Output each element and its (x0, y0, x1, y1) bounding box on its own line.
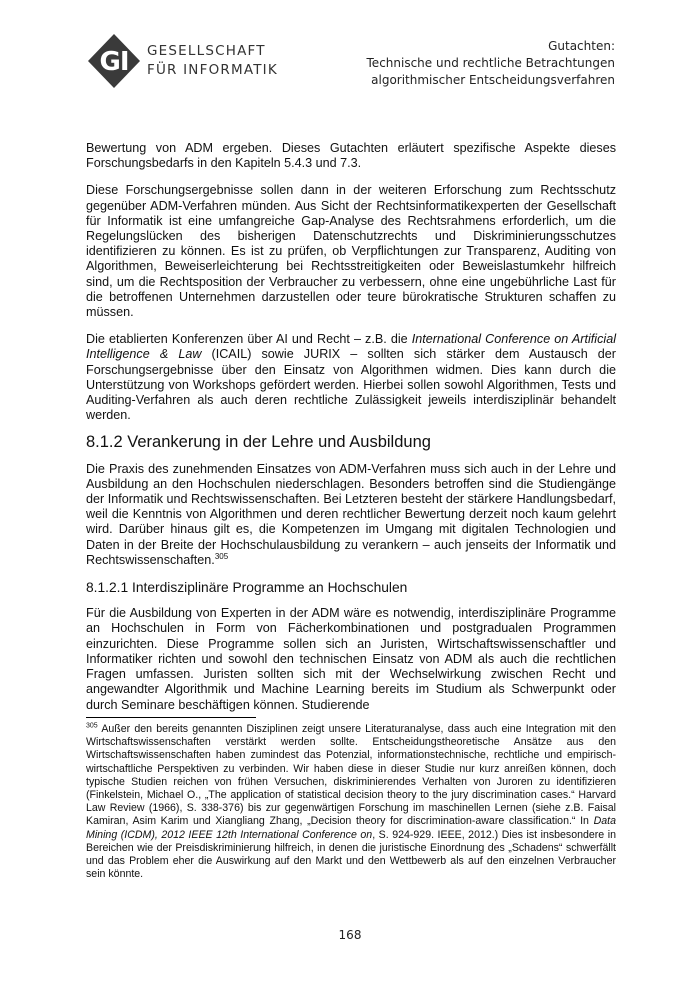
subsection-heading-8-1-2-1: 8.1.2.1 Interdisziplinäre Programme an Hochschulen (86, 580, 408, 596)
footnote-reference-305[interactable]: 305 (214, 551, 229, 561)
paragraph-3-italic: International Conference on Artificial Intelligence & Law (86, 332, 616, 362)
footnote-italic: Data Mining (ICDM), 2012 IEEE 12th International Conference on (86, 815, 616, 841)
footnote-divider (86, 717, 256, 718)
gi-logo-icon (85, 32, 143, 90)
document-info-line-3: algorithmischer Entscheidungsverfahren (371, 73, 615, 87)
gi-logo-text (147, 42, 278, 80)
paragraph-4-text: Die Praxis des zunehmenden Einsatzes von ADM-Verfahren muss sich auch in der Lehre und Ausbildung an den Hochschulen niederschlagen. Besonders betroffen sind die Studiengänge der Informatik und Rechtswissenschaften. Bei Letzteren besteht der stärkere Handlungsbedarf, weil die Kenntnis von Algorithmen und deren rechtlicher Bewertung derzeit noch kaum gelehrt wird. Darüber hinaus gilt es, die Kompetenzen im Umgang mit digitalen Technologien und Daten in der Breite der Hochschulausbildung zu verankern – auch jenseits der Informatik und Rechtswissenschaften. (86, 461, 616, 567)
paragraph-1: Bewertung von ADM ergeben. Dieses Gutachten erläutert spezifische Aspekte dieses Forschungsbedarfs in den Kapiteln 5.4.3 und 7.3. (86, 141, 616, 171)
body-text (86, 141, 616, 725)
paragraph-3-end: (ICAIL) sowie JURIX – sollten sich stärker dem Austausch der Forschungsergebnisse über den Einsatz von Algorithmen widmen. Dies kann durch die Unterstützung von Workshops gefördert werden. Hierbei sollen sowohl Algorithmen, Tests und Auditing-Verfahren als auch deren rechtliche Zulässigkeit jeweils interdisziplinär behandelt werden. (86, 347, 616, 423)
page-number: 168 (338, 928, 362, 942)
document-info-line-1: Gutachten: (548, 39, 615, 53)
gi-logo (85, 32, 285, 92)
page-header (85, 32, 615, 92)
paragraph-4 (86, 462, 616, 568)
document-info-line-2: Technische und rechtliche Betrachtungen (366, 56, 615, 70)
footnote-text-2: , S. 924-929. IEEE, 2012.) Dies ist insbesondere in Bereichen wie der Preisdiskriminierung hilfreich, in denen die juristische Einordnung des „Schadens“ schwerfällt und das Problem eher die Auswirkung auf den Markt und den Wettbewerb als auf den einzelnen Verbraucher sein könnte. (86, 828, 616, 881)
document-info (367, 38, 615, 89)
footnote-305 (86, 723, 616, 881)
paragraph-2: Diese Forschungsergebnisse sollen dann in der weiteren Erforschung zum Rechtsschutz gegenüber ADM-Verfahren münden. Aus Sicht der Rechtsinformatikexperten der Gesellschaft für Informatik ist eine umfangreiche Gap-Analyse des Rechtsrahmens erforderlich, um die Regelungslücken des bisherigen Datenschutzrechts und Diskriminierungsschutzes identifizieren zu können. Es ist zu prüfen, ob Verpflichtungen zur Transparenz, Auditing von Algorithmen, Beweiserleichterung bei Rechtsstreitigkeiten oder Beweislastumkehr hilfreich sind, um die Rechtsposition der Verbraucher zu verbessern, ohne eine ungebührliche Last für die betroffenen Unternehmen darzustellen oder teure bürokratische Strukturen schaffen zu müssen. (86, 183, 616, 320)
gi-logo-mark: GI (99, 47, 129, 77)
footnote-text-1: Außer den bereits genannten Disziplinen zeigt unsere Literaturanalyse, dass auch eine Integration mit den Wirtschaftswissenschaften verstärkt werden sollte. Entscheidungstheoretische Ansätze aus den Wirtschaftswissenschaften haben zumindest das Potenzial, informationstechnische, rechtliche und empirisch-wirtschaftliche Perspektiven zu verbinden. Wir haben diese in dieser Studie nur kurz anreißen können, doch typische Studien reichen von frühen Versuchen, diskriminierendes Verhalten von Juroren zu identifizieren (Finkelstein, Michael O., „The application of statistical decision theory to the jury discrimination cases.“ Harvard Law Review (1966), S. 338-376) bis zur gegenwärtigen Forschung im maschinellen Lernen (siehe z.B. Faisal Kamiran, Asim Karim und Xiangliang Zhang, „Decision theory for discrimination-aware classification.“ In (86, 723, 616, 828)
paragraph-3-start: Die etablierten Konferenzen über AI und Recht – z.B. die (86, 332, 412, 347)
footnote-number: 305 (86, 722, 98, 730)
paragraph-3 (86, 332, 616, 423)
gi-logo-line-2: FÜR INFORMATIK (147, 62, 278, 78)
gi-logo-line-1: GESELLSCHAFT (147, 43, 266, 59)
paragraph-5: Für die Ausbildung von Experten in der ADM wäre es notwendig, interdisziplinäre Programme an Hochschulen in Form von Fächerkombinationen und postgradualen Programmen einzurichten. Diese Programme sollen sich an Juristen, Wirtschaftswissenschaftler und Informatiker richten und sowohl den technischen Einsatz von ADM als auch die rechtlichen Fragen umfassen. Juristen sollten sich mit der Wechselwirkung zwischen Recht und angewandter Algorithmik und Machine Learning bereits im Studium als Schwerpunkt oder durch Seminare beschäftigen können. Studierende (86, 606, 616, 712)
section-heading-8-1-2: 8.1.2 Verankerung in der Lehre und Ausbildung (86, 433, 431, 452)
